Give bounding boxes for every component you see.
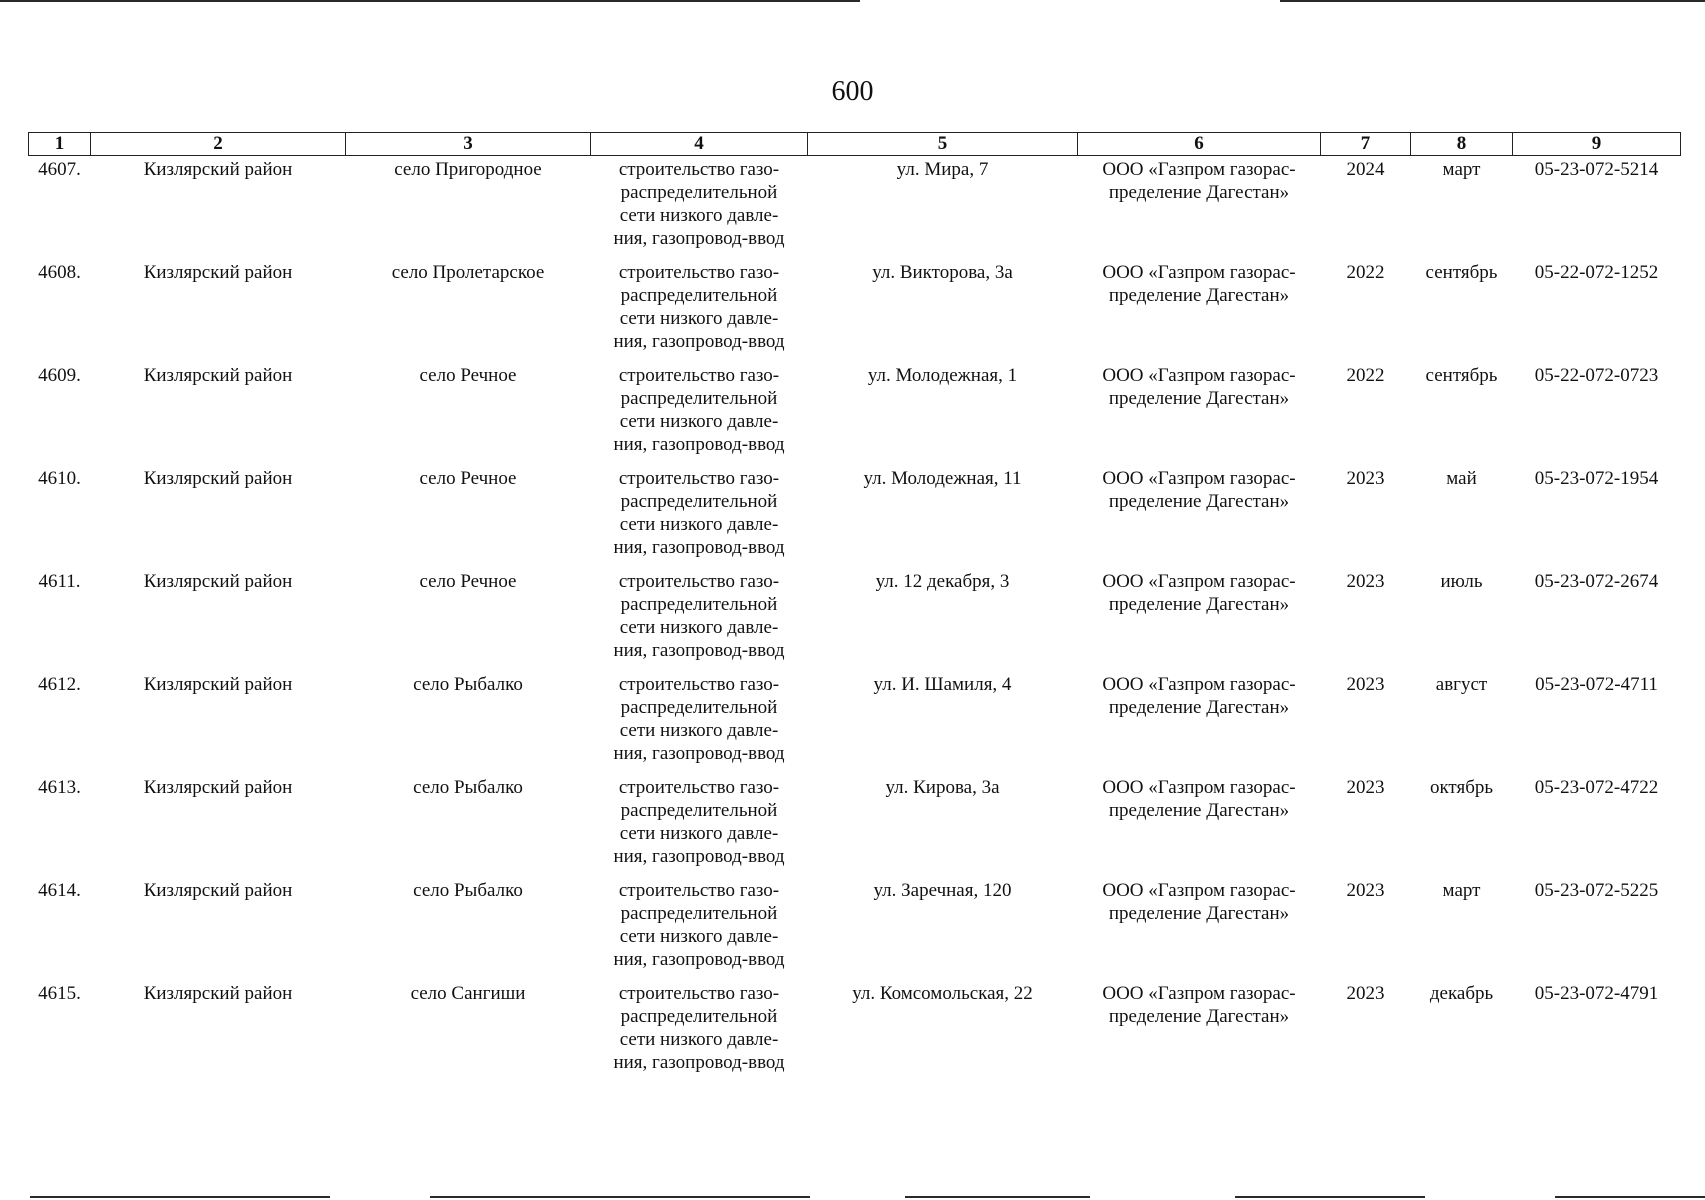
organization-line: ООО «Газпром газорас-	[1102, 262, 1296, 283]
register-body	[29, 156, 1681, 1084]
work-description-cell	[591, 671, 808, 774]
table-row	[29, 362, 1681, 465]
column-header-3: 3	[346, 133, 591, 156]
work-description-line: ния, газопровод-ввод	[613, 846, 785, 867]
year-cell: 2023	[1346, 983, 1385, 1004]
work-description-line: строительство газо-	[618, 880, 780, 901]
district-cell: Кизлярский район	[143, 468, 293, 489]
district-cell: Кизлярский район	[143, 159, 293, 180]
work-description-line: ния, газопровод-ввод	[613, 434, 785, 455]
district-cell: Кизлярский район	[143, 983, 293, 1004]
year-cell: 2022	[1346, 365, 1385, 386]
work-description-line: строительство газо-	[618, 468, 780, 489]
work-description-line: ния, газопровод-ввод	[613, 949, 785, 970]
work-description-line: сети низкого давле-	[619, 720, 779, 741]
column-header-6: 6	[1078, 133, 1321, 156]
column-header-1: 1	[29, 133, 91, 156]
settlement-cell: село Речное	[419, 571, 517, 592]
work-description-line: строительство газо-	[618, 674, 780, 695]
row-number: 4607.	[38, 159, 81, 180]
organization-line: ООО «Газпром газорас-	[1102, 159, 1296, 180]
month-cell: декабрь	[1429, 983, 1494, 1004]
organization-line: пределение Дагестан»	[1108, 285, 1290, 306]
code-cell: 05-23-072-5225	[1534, 880, 1659, 901]
row-number: 4615.	[38, 983, 81, 1004]
work-description-cell	[591, 259, 808, 362]
month-cell: май	[1446, 468, 1477, 489]
work-description-line: ния, газопровод-ввод	[613, 537, 785, 558]
work-description-line: распределительной	[620, 388, 778, 409]
organization-cell	[1078, 671, 1321, 774]
organization-line: ООО «Газпром газорас-	[1102, 983, 1296, 1004]
code-cell: 05-23-072-5214	[1534, 159, 1659, 180]
table-row	[29, 671, 1681, 774]
organization-cell	[1078, 465, 1321, 568]
organization-cell	[1078, 156, 1321, 260]
organization-line: пределение Дагестан»	[1108, 800, 1290, 821]
address-cell: ул. Молодежная, 11	[863, 468, 1022, 489]
organization-line: ООО «Газпром газорас-	[1102, 880, 1296, 901]
scan-edge-bottom-5	[1555, 1196, 1705, 1198]
page-number: 600	[831, 76, 874, 107]
address-cell: ул. Мира, 7	[896, 159, 989, 180]
work-description-cell	[591, 568, 808, 671]
work-description-line: сети низкого давле-	[619, 411, 779, 432]
scan-edge-bottom-4	[1235, 1196, 1425, 1198]
organization-line: ООО «Газпром газорас-	[1102, 674, 1296, 695]
column-header-2: 2	[91, 133, 346, 156]
code-cell: 05-23-072-4722	[1534, 777, 1659, 798]
organization-line: пределение Дагестан»	[1108, 594, 1290, 615]
work-description-line: строительство газо-	[618, 983, 780, 1004]
row-number: 4611.	[38, 571, 81, 592]
code-cell: 05-22-072-0723	[1534, 365, 1659, 386]
settlement-cell: село Сангиши	[410, 983, 526, 1004]
organization-line: пределение Дагестан»	[1108, 697, 1290, 718]
work-description-line: ния, газопровод-ввод	[613, 1052, 785, 1073]
organization-cell	[1078, 362, 1321, 465]
table-row	[29, 156, 1681, 260]
code-cell: 05-23-072-4711	[1535, 674, 1658, 695]
address-cell: ул. Заречная, 120	[873, 880, 1012, 901]
month-cell: март	[1442, 159, 1481, 180]
row-number: 4614.	[38, 880, 81, 901]
district-cell: Кизлярский район	[143, 777, 293, 798]
row-number: 4613.	[38, 777, 81, 798]
month-cell: сентябрь	[1425, 365, 1498, 386]
year-cell: 2023	[1346, 468, 1385, 489]
work-description-line: сети низкого давле-	[619, 514, 779, 535]
settlement-cell: село Пригородное	[394, 159, 542, 180]
year-cell: 2024	[1346, 159, 1385, 180]
address-cell: ул. 12 декабря, 3	[875, 571, 1010, 592]
scan-edge-top-right	[1280, 0, 1705, 2]
table-row	[29, 259, 1681, 362]
work-description-line: сети низкого давле-	[619, 617, 779, 638]
organization-cell	[1078, 774, 1321, 877]
work-description-line: ния, газопровод-ввод	[613, 640, 785, 661]
organization-line: пределение Дагестан»	[1108, 903, 1290, 924]
work-description-line: ния, газопровод-ввод	[613, 228, 785, 249]
year-cell: 2023	[1346, 777, 1385, 798]
table-row	[29, 980, 1681, 1083]
address-cell: ул. Молодежная, 1	[867, 365, 1018, 386]
year-cell: 2022	[1346, 262, 1385, 283]
column-header-8: 8	[1411, 133, 1513, 156]
district-cell: Кизлярский район	[143, 262, 293, 283]
settlement-cell: село Речное	[419, 365, 517, 386]
organization-line: ООО «Газпром газорас-	[1102, 468, 1296, 489]
work-description-line: строительство газо-	[618, 262, 780, 283]
column-header-9: 9	[1513, 133, 1681, 156]
month-cell: сентябрь	[1425, 262, 1498, 283]
row-number: 4610.	[38, 468, 81, 489]
row-number: 4612.	[38, 674, 81, 695]
work-description-line: распределительной	[620, 491, 778, 512]
work-description-cell	[591, 980, 808, 1083]
work-description-line: сети низкого давле-	[619, 308, 779, 329]
work-description-line: сети низкого давле-	[619, 823, 779, 844]
table-row	[29, 877, 1681, 980]
code-cell: 05-23-072-2674	[1534, 571, 1659, 592]
table-row	[29, 568, 1681, 671]
month-cell: март	[1442, 880, 1481, 901]
organization-line: пределение Дагестан»	[1108, 388, 1290, 409]
month-cell: июль	[1440, 571, 1483, 592]
work-description-line: распределительной	[620, 800, 778, 821]
work-description-cell	[591, 877, 808, 980]
row-number: 4609.	[38, 365, 81, 386]
work-description-line: сети низкого давле-	[619, 205, 779, 226]
scan-edge-bottom-1	[30, 1196, 330, 1198]
month-cell: октябрь	[1429, 777, 1494, 798]
work-description-line: строительство газо-	[618, 365, 780, 386]
work-description-line: распределительной	[620, 697, 778, 718]
work-description-line: ния, газопровод-ввод	[613, 331, 785, 352]
year-cell: 2023	[1346, 880, 1385, 901]
code-cell: 05-23-072-1954	[1534, 468, 1659, 489]
settlement-cell: село Речное	[419, 468, 517, 489]
month-cell: август	[1435, 674, 1488, 695]
scan-edge-bottom-2	[430, 1196, 810, 1198]
settlement-cell: село Пролетарское	[391, 262, 545, 283]
work-description-line: распределительной	[620, 594, 778, 615]
work-description-cell	[591, 362, 808, 465]
district-cell: Кизлярский район	[143, 571, 293, 592]
organization-cell	[1078, 568, 1321, 671]
settlement-cell: село Рыбалко	[413, 777, 523, 798]
organization-line: ООО «Газпром газорас-	[1102, 365, 1296, 386]
address-cell: ул. Кирова, 3а	[885, 777, 1000, 798]
scan-edge-top-left	[0, 0, 860, 2]
code-cell: 05-23-072-4791	[1534, 983, 1659, 1004]
work-description-line: распределительной	[620, 1006, 778, 1027]
register-table	[28, 132, 1681, 1083]
table-row	[29, 465, 1681, 568]
year-cell: 2023	[1346, 674, 1385, 695]
organization-cell	[1078, 259, 1321, 362]
code-cell: 05-22-072-1252	[1534, 262, 1659, 283]
organization-cell	[1078, 877, 1321, 980]
organization-cell	[1078, 980, 1321, 1083]
organization-line: ООО «Газпром газорас-	[1102, 571, 1296, 592]
year-cell: 2023	[1346, 571, 1385, 592]
address-cell: ул. И. Шамиля, 4	[873, 674, 1012, 695]
address-cell: ул. Викторова, 3а	[872, 262, 1013, 283]
address-cell: ул. Комсомольская, 22	[852, 983, 1033, 1004]
work-description-cell	[591, 156, 808, 260]
row-number: 4608.	[38, 262, 81, 283]
column-header-4: 4	[591, 133, 808, 156]
column-number-row	[29, 133, 1681, 156]
district-cell: Кизлярский район	[143, 880, 293, 901]
work-description-line: распределительной	[620, 903, 778, 924]
work-description-line: сети низкого давле-	[619, 1029, 779, 1050]
work-description-line: строительство газо-	[618, 571, 780, 592]
organization-line: ООО «Газпром газорас-	[1102, 777, 1296, 798]
work-description-line: распределительной	[620, 285, 778, 306]
work-description-cell	[591, 774, 808, 877]
district-cell: Кизлярский район	[143, 365, 293, 386]
settlement-cell: село Рыбалко	[413, 674, 523, 695]
work-description-line: ния, газопровод-ввод	[613, 743, 785, 764]
settlement-cell: село Рыбалко	[413, 880, 523, 901]
organization-line: пределение Дагестан»	[1108, 491, 1290, 512]
work-description-cell	[591, 465, 808, 568]
work-description-line: распределительной	[620, 182, 778, 203]
organization-line: пределение Дагестан»	[1108, 182, 1290, 203]
scan-edge-bottom-3	[905, 1196, 1090, 1198]
work-description-line: строительство газо-	[618, 159, 780, 180]
work-description-line: сети низкого давле-	[619, 926, 779, 947]
work-description-line: строительство газо-	[618, 777, 780, 798]
table-row	[29, 774, 1681, 877]
column-header-5: 5	[808, 133, 1078, 156]
column-header-7: 7	[1321, 133, 1411, 156]
district-cell: Кизлярский район	[143, 674, 293, 695]
organization-line: пределение Дагестан»	[1108, 1006, 1290, 1027]
